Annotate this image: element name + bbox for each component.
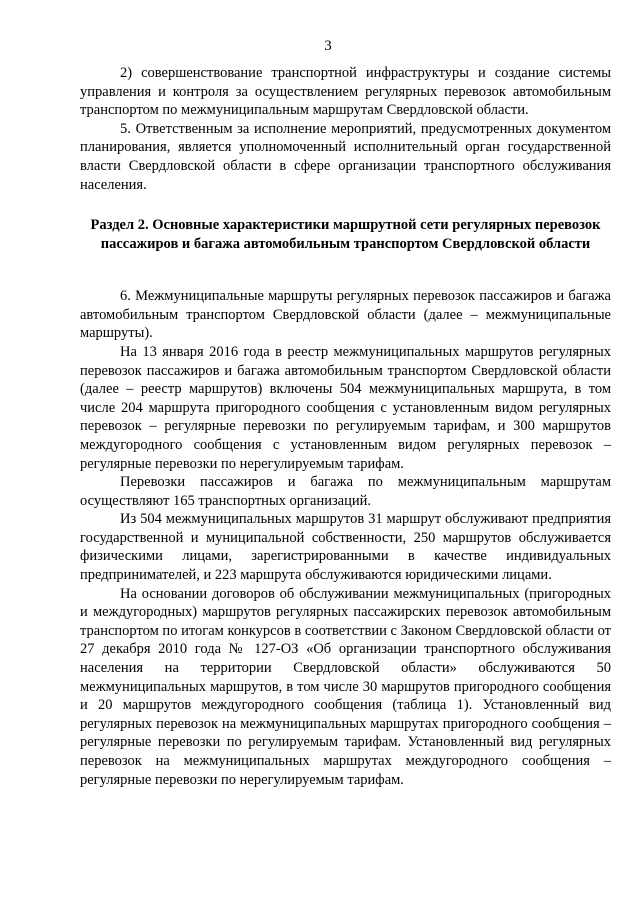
document-body	[80, 64, 611, 789]
page-number: 3	[324, 38, 332, 54]
paragraph-route-ownership: Из 504 межмуниципальных маршрутов 31 маршрут обслуживают предприятия государственной и муниципальной собственности, 250 маршрутов обслуживается физическими лицами, зарегистрированными в качестве индивидуальных предпринимателей, и 223 маршрута обслуживаются юридическими лицами.	[80, 511, 611, 584]
paragraph-service-contracts: На основании договоров об обслуживании межмуниципальных (пригородных и междугородных) маршрутов регулярных пассажирских перевозок автомобильным транспортом по итогам конкурсов в соответствии с Законом Свердловской области от 27 декабря 2010 года № 127-ОЗ «Об организации транспортного обслуживания населения на территории Свердловской области» обслуживаются 50 межмуниципальных маршрутов, в том числе 30 маршрутов пригородного сообщения и 20 маршрутов междугородного сообщения (таблица 1). Установленный вид регулярных перевозок на межмуниципальных маршрутах пригородного сообщения – регулярные перевозки по регулируемым тарифам. Установленный вид регулярных перевозок на межмуниципальных маршрутах междугородного сообщения – регулярные перевозки по нерегулируемым тарифам.	[80, 585, 611, 788]
section-spacer	[80, 254, 611, 287]
paragraph-responsible-body: 5. Ответственным за исполнение мероприятий, предусмотренных документом планирования, является уполномоченный исполнительный орган государственной власти Свердловской области в сфере организации транспортного обслуживания населения.	[80, 120, 611, 193]
section-heading-line-1: Раздел 2. Основные характеристики маршрутной сети регулярных перевозок	[90, 217, 601, 234]
paragraph-carriers-count: Перевозки пассажиров и багажа по межмуниципальным маршрутам осуществляют 165 транспортных организаций.	[80, 474, 611, 509]
section-heading	[80, 216, 611, 254]
section-heading-line-2: пассажиров и багажа автомобильным транспортом Свердловской области	[100, 236, 591, 253]
paragraph-route-registry: На 13 января 2016 года в реестр межмуниципальных маршрутов регулярных перевозок пассажиров и багажа автомобильным транспортом Свердловской области (далее – реестр маршрутов) включены 504 межмуниципальных маршрута, в том числе 204 маршрута пригородного сообщения с установленным видом регулярных перевозок – регулярные перевозки по регулируемым тарифам, и 300 маршрутов междугородного сообщения с установленным видом регулярных перевозок – регулярные перевозки по нерегулируемым тарифам.	[80, 343, 611, 472]
paragraph-intermunicipal-routes: 6. Межмуниципальные маршруты регулярных перевозок пассажиров и багажа автомобильным транспортом Свердловской области (далее – межмуниципальные маршруты).	[80, 288, 611, 342]
paragraph-infrastructure: 2) совершенствование транспортной инфраструктуры и создание системы управления и контроля за осуществлением регулярных перевозок автомобильным транспортом по межмуниципальным маршрутам Свердловской области.	[80, 65, 611, 119]
